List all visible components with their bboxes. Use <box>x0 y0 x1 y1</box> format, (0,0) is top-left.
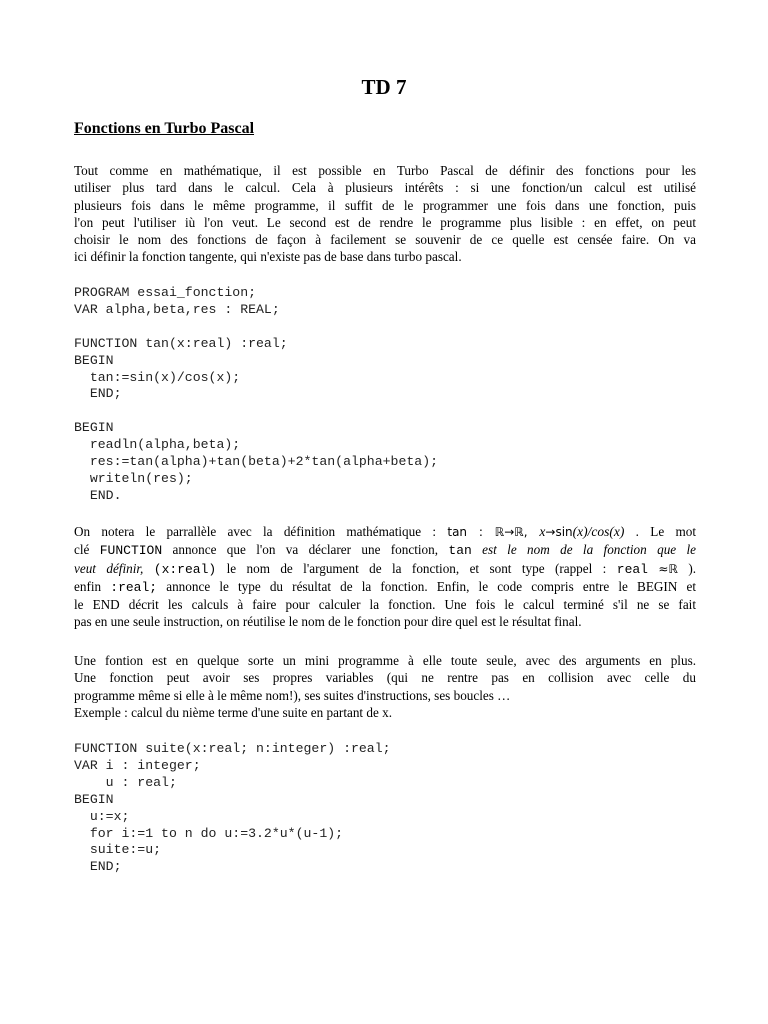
code-keyword: real <box>616 561 648 577</box>
math-part: ≈ℝ <box>658 561 678 576</box>
explanation-line <box>74 523 696 541</box>
explanation-text: le nom de l'argument de la fonction, et sont type (rappel : <box>226 560 607 576</box>
description-line: Exemple : calcul du nième terme d'une suite en partant de x. <box>74 704 393 720</box>
math-part: (x)/cos <box>572 524 610 539</box>
explanation-text: enfin <box>74 578 102 594</box>
explanation-text: annonce que l'on va déclarer une fonction, <box>172 542 439 558</box>
code-keyword: tan <box>448 543 472 559</box>
explanation-paragraph <box>74 523 696 631</box>
code-keyword: FUNCTION <box>99 543 163 559</box>
intro-line: Tout comme en mathématique, il est possible en Turbo Pascal de définir des fonctions pour les <box>74 163 696 178</box>
code-keyword: (x:real) <box>153 561 217 577</box>
description-line: Une fonction peut avoir ses propres variables (qui ne rentre pas en collision avec celle du <box>74 670 696 686</box>
description-line: Une fontion est en quelque sorte un mini programme à elle toute seule, avec des arguments en plus. <box>74 653 696 668</box>
intro-line: utiliser plus tard dans le calcul. Cela à plusieurs intérêts : si une fonction/un calcul est utilisé <box>74 180 696 196</box>
explanation-text: clé <box>74 542 90 558</box>
math-part: tan : ℝ→ℝ, <box>447 525 528 539</box>
intro-paragraph <box>74 162 696 266</box>
section-heading: Fonctions en Turbo Pascal <box>74 120 255 137</box>
explanation-line <box>74 560 696 578</box>
description-line: programme même si elle à le même nom!), ses suites d'instructions, ses boucles … <box>74 687 511 703</box>
explanation-line <box>74 578 696 596</box>
math-part: →sin <box>545 525 573 539</box>
intro-line: l'on peut l'utiliser iù l'on veut. Le second est de rendre le programme plus lisible : en effet, on peut <box>74 214 696 230</box>
intro-line: plusieurs fois dans le même programme, il suffit de le programmer une fois dans une fonction, puis <box>74 197 696 213</box>
explanation-line: le END décrit les calculs à faire pour calculer la fonction. Une fois le calcul terminé s'il ne se fait <box>74 597 696 613</box>
code-block-suite: FUNCTION suite(x:real; n:integer) :real; VAR i : integer; u : real; BEGIN u:=x; for i:=1 to n do u:=3.2*u*(u-1); suite:=u; END; <box>74 741 391 875</box>
explanation-italic: veut définir, <box>74 560 144 576</box>
explanation-text: annonce le type du résultat de la fonction. Enfin, le code compris entre le BEGIN et <box>166 578 697 594</box>
explanation-line: pas en une seule instruction, on réutilise le nom de le fonction pour dire quel est le résultat final. <box>74 614 582 630</box>
code-block-tan: PROGRAM essai_fonction; VAR alpha,beta,res : REAL; FUNCTION tan(x:real) :real; BEGIN tan:=sin(x)/cos(x); END; BEGIN readln(alpha,beta); res:=tan(alpha)+tan(beta)+2*tan(alpha+beta); writeln(res); END. <box>74 285 439 503</box>
math-var: x <box>539 524 546 539</box>
function-description-paragraph <box>74 652 696 721</box>
explanation-text: On notera le parrallèle avec la définition mathématique : <box>74 524 437 539</box>
intro-line: choisir le nom des fonctions de façon à facilement se souvenir de ce quelle est censée faire. On va <box>74 232 696 248</box>
intro-line: ici définir la fonction tangente, qui n'existe pas de base dans turbo pascal. <box>74 249 462 265</box>
explanation-text: ). <box>688 560 697 576</box>
code-keyword: :real; <box>110 579 158 595</box>
math-part: (x) <box>609 524 625 539</box>
document-title: TD 7 <box>361 75 407 99</box>
explanation-text: . Le mot <box>635 524 696 539</box>
explanation-italic: est le nom de la fonction que le <box>482 542 697 558</box>
math-definition <box>447 525 624 539</box>
explanation-line <box>74 541 696 559</box>
